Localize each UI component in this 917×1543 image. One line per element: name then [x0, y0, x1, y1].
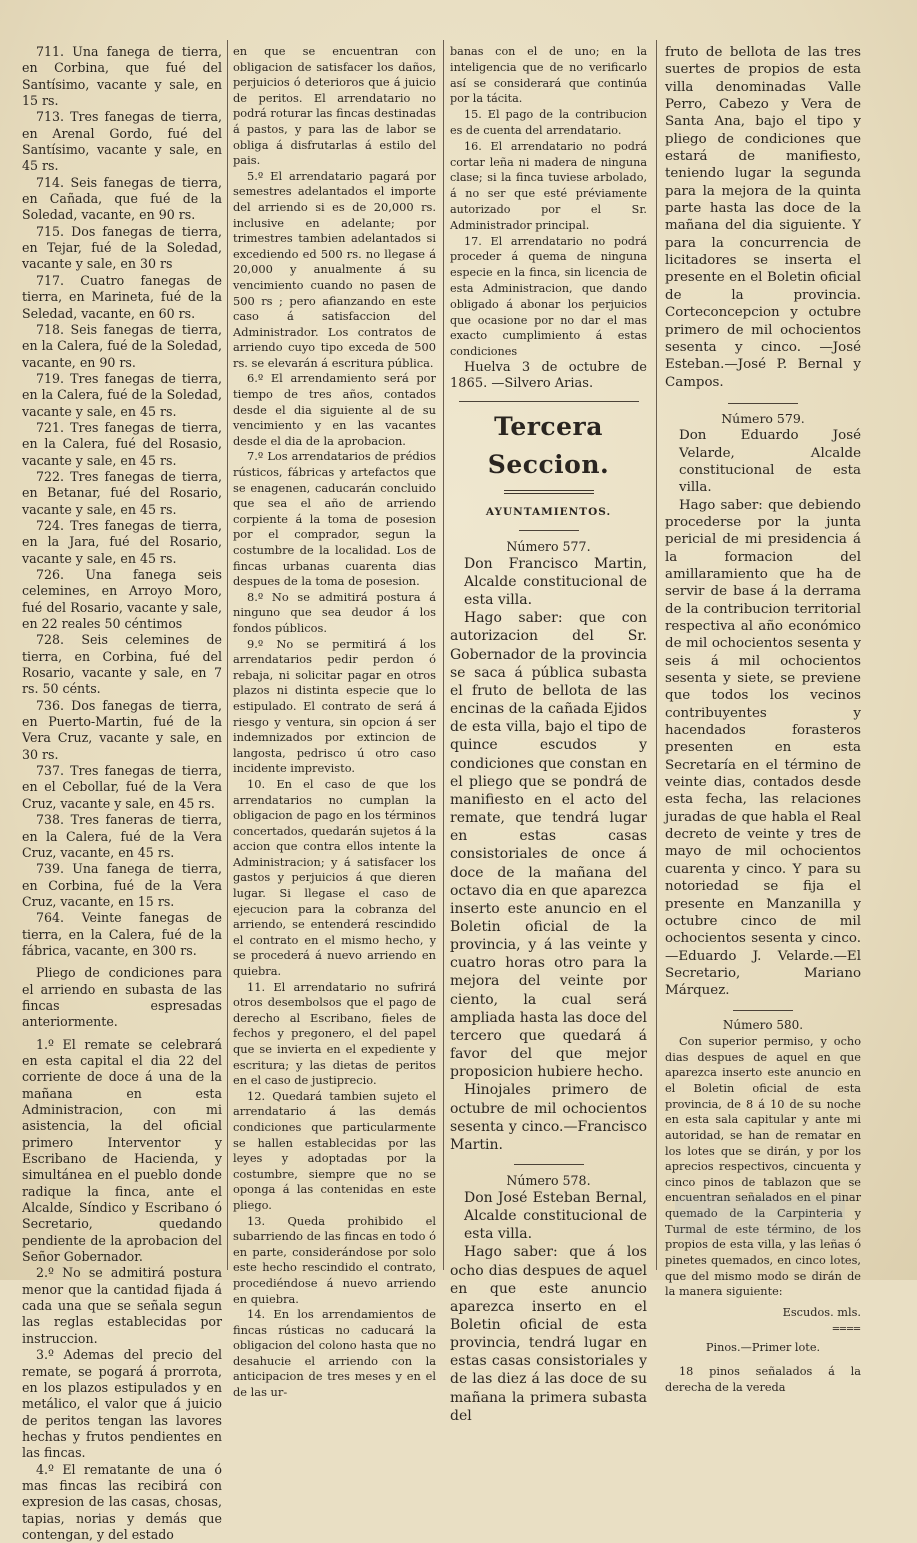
lot-entry: 728. Seis celemines de tierra, en Corbina, fué del Rosario, vacante y sale, en 7 rs. 50 cénts. [22, 632, 222, 697]
condition: 9.º No se permitirá á los arrendatarios pedir perdon ó rebaja, ni solicitar pagar en otros plazos ni distinta especie que lo estipulado. El contrato de será á riesgo y ventura, sin opcion á ser indemnizados por extincion de langosta, pedrisco ú otro caso incidente imprevisto. [233, 636, 436, 776]
notice-number: Número 579. [721, 410, 805, 426]
notice-number: Número 577. [506, 538, 591, 554]
column-1 [22, 44, 222, 1543]
lot-entry: 736. Dos fanegas de tierra, en Puerto-Martin, fué de la Vera Cruz, vacante y sale, en 30 rs. [22, 697, 222, 762]
column-2 [233, 44, 436, 1401]
notice-body: Hago saber: que con autorizacion del Sr. Gobernador de la provincia se saca á pública subasta el fruto de bellota de las encinas de la cañada Ejidos de esta villa, bajo el tipo de quince escudos y condiciones que constan en el pliego que se pondrá de manifiesto en el acto del remate, que tendrá lugar en estas casas consistoriales de once á doce de la mañana del octavo dia en que aparezca inserto este anuncio en el Boletin oficial de la provincia, y á las veinte y cuatro horas otro para la mejora del veinte por ciento, la cual será ampliada hasta las doce del tercero que quedará á favor del que mejor proposicion hubiere hecho. [450, 610, 647, 1081]
date-signature: Huelva 3 de octubre de 1865. —Silvero Arias. [450, 359, 647, 392]
condition: 10. En el caso de que los arrendatarios no cumplan la obligacion de pago en los términos concertados, quedarán sujetos á la accion que contra ellos intente la Administracion; y á satisfacer los gastos y perjuicios á que dieren lugar. Si llegase el caso de ejecucion para la cobranza del arriendo, se entenderá rescindido el contrato en el mismo hecho, y se procederá á nuevo arriendo en quiebra. [233, 776, 436, 979]
condition: 3.º Ademas del precio del remate, se pogará á prorrota, en los plazos estipulados y en metálico, el valor que á juicio de peritos tengan las lavores hechas y frutos pendientes en las fincas. [22, 1347, 222, 1461]
lot-entry: 713. Tres fanegas de tierra, en Arenal Gordo, fué del Santísimo, vacante y sale, en 45 rs. [22, 109, 222, 174]
lot-entry: 717. Cuatro fanegas de tierra, en Marineta, fué de la Seledad, vacante, en 60 rs. [22, 272, 222, 321]
notice-body: Hago saber: que debiendo procederse por la junta pericial de mi presidencia á la formacion del amillaramiento que ha de servir de base á la derrama de la contribucion territorial respectiva al año económico de mil ochocientos sesenta y seis á mil ochocientos sesenta y siete, se previene que todos los vecinos contribuyentes y hacendados forasteros presenten en esta Secretaría en el término de veinte dias, contados desde esta fecha, las relaciones juradas de que habla el Real decreto de veinte y tres de mayo de mil ochocientos cuarenta y cinco. Y para su notoriedad se fija el presente en Manzanilla y octubre cinco de mil ochocientos sesenta y cinco.—Eduardo J. Velarde.—El Secretario, Mariano Márquez. [665, 497, 861, 999]
condition: 5.º El arrendatario pagará por semestres adelantados el importe del arriendo si es de 20,000 rs. inclusive en adelante; por trimestres tambien adelantados si excediendo ed 500 rs. no llegase á 20,000 y anualmente á su vencimiento cuando no pasen de 500 rs ; pero afianzando en este caso á satisfaccion del Administrador. Los contratos de arriendo cuyo tipo exceda de 500 rs. se elevarán á escritura pública. [233, 168, 436, 370]
condition: 17. El arrendatario no podrá proceder á quema de ninguna especie en la finca, sin licencia de esta Administracion, que dando obligado á abonar los perjuicios que ocasione por no dar el mas exacto cumplimiento á estas condiciones [450, 234, 647, 359]
column-4 [665, 44, 861, 1395]
lot-entry: 722. Tres fanegas de tierra, en Betanar, fué del Rosario, vacante y sale, en 45 rs. [22, 468, 222, 517]
lot-entry: 715. Dos fanegas de tierra, en Tejar, fué de la Soledad, vacante y sale, en 30 rs [22, 223, 222, 272]
lot-entry: 718. Seis fanegas de tierra, en la Calera, fué de la Soledad, vacante, en 90 rs. [22, 321, 222, 370]
condition: 11. El arrendatario no sufrirá otros desembolsos que el pago de derecho al Escribano, fieles de fechos y pregonero, el del papel que se invierta en el expediente y escritura; y las dietas de peritos en el caso de justiprecio. [233, 979, 436, 1088]
lot-entry: 724. Tres fanegas de tierra, en la Jara, fué del Rosario, vacante y sale, en 45 rs. [22, 517, 222, 566]
section-subtitle: AYUNTAMIENTOS. [485, 505, 612, 518]
pliego-title: Pliego de condiciones para el arriendo en subasta de las fincas espresadas anteriormente. [22, 965, 222, 1030]
notice-body: fruto de bellota de las tres suertes de propios de esta villa denominadas Valle Perro, Cabezo y Vera de Santa Ana, bajo el tipo y pliego de condiciones que estará de manifiesto, teniendo lugar la segunda para la mejora de la quinta parte hasta las doce de la mañana del dia siguiente. Y para la concurrencia de licitadores se inserta el presente en el Boletin oficial de la provincia. Corteconcepcion y octubre primero de mil ochocientos sesenta y cinco. —José Esteban.—José P. Bernal y Campos. [665, 45, 861, 390]
column-rule [656, 40, 657, 1270]
lot-entry: 739. Una fanega de tierra, en Corbina, fué de la Vera Cruz, vacante, en 15 rs. [22, 861, 222, 909]
column-rule [227, 40, 228, 1270]
notice-body: Con superior permiso, y ocho dias despues de aquel en que aparezca inserto este anuncio en el Boletin oficial de esta provincia, de 8 á 10 de su noche en esta sala capitular y ante mi autoridad, se han de rematar en los lotes que se dirán, y por los aprecios respectivos, cincuenta y cinco pinos de tablazon que se encuentran señalados en el pinar quemado de la Carpinteria y Turmal de este término, de los propios de esta villa, y las leñas ó pinetes quemados, en cinco lotes, que del mismo modo se dirán de la manera siguiente: [665, 1034, 861, 1299]
lot-entry: 737. Tres fanegas de tierra, en el Cebollar, fué de la Vera Cruz, vacante y sale, en 45 rs. [22, 763, 222, 811]
column-rule [443, 40, 444, 1270]
condition: 8.º No se admitirá postura á ninguno que sea deudor á los fondos públicos. [233, 589, 436, 635]
divider [733, 1010, 793, 1011]
notice-body: Hago saber: que á los ocho dias despues de aquel en que este anuncio aparezca inserto en el Boletin oficial de esta provincia, tendrá lugar en estas casas consistoriales y de las diez á las doce de su mañana la primera subasta del [450, 1244, 647, 1424]
condition: 14. En los arrendamientos de fincas rústicas no caducará la obligacion del colono hasta que no desahucie el arriendo con la anticipacion de tres meses y en el de las ur- [233, 1307, 436, 1400]
lot-entry: 721. Tres fanegas de tierra, en la Calera, fué del Rosasio, vacante y sale, en 45 rs. [22, 419, 222, 468]
condition: 16. El arrendatario no podrá cortar leña ni madera de ninguna clase; si la finca tuviese arbolado, á no ser que esté préviamente autorizado por el Sr. Administrador principal. [450, 139, 647, 232]
lot-entry: 714. Seis fanegas de tierra, en Cañada, que fué de la Soledad, vacante, en 90 rs. [22, 174, 222, 223]
notice-number: Número 580. [722, 1017, 804, 1032]
condition: 2.º No se admitirá postura menor que la cantidad fijada á cada una que se señala segun las reglas establecidas por instruccion. [22, 1265, 222, 1346]
lot-entry: 726. Una fanega seis celemines, en Arroyo Moro, fué del Rosario, vacante y sale, en 22 reales 50 céntimos [22, 567, 222, 632]
notice-number: Número 578. [506, 1173, 591, 1188]
condition: 1.º El remate se celebrará en esta capital el dia 22 del corriente de doce á una de la mañana en esta Administracion, con mi asistencia, la del oficial primero Interventor y Escribano de Hacienda, y simultánea en el pueblo donde radique la finca, ante el Alcalde, Síndico y Escribano ó Secretario, quedando pendiente de la aprobacion del Señor Gobernador. [22, 1036, 222, 1265]
notice-heading: Don Francisco Martin, Alcalde constitucional de esta villa. [464, 556, 647, 609]
condition: 12. Quedará tambien sujeto el arrendatario á las demás condiciones que particularmente se hallen establecidas por las leyes y adoptadas por la costumbre, siempre que no se oponga á las contenidas en este pliego. [233, 1088, 436, 1212]
ornament-rule: ════ [832, 1324, 861, 1336]
library-stamp [675, 1196, 845, 1240]
lot-entry: 719. Tres fanegas de tierra, en la Calera, fué de la Soledad, vacante y sale, en 45 rs. [22, 370, 222, 419]
lot-heading: Pinos.—Primer lote. [705, 1340, 821, 1354]
lot-entry: 18 pinos señalados á la derecha de la vereda [665, 1365, 861, 1394]
section-title: Tercera Seccion. [487, 411, 610, 479]
condition: 15. El pago de la contribucion es de cuenta del arrendatario. [450, 108, 647, 137]
divider [514, 1164, 584, 1165]
lot-entry: 764. Veinte fanegas de tierra, en la Calera, fué de la fábrica, vacante, en 300 rs. [22, 910, 222, 958]
divider [728, 403, 798, 404]
ornament-rule [504, 490, 594, 494]
lot-entry: 738. Tres faneras de tierra, en la Calera, fué de la Vera Cruz, vacante, en 45 rs. [22, 812, 222, 860]
notice-closing: Hinojales primero de octubre de mil ochocientos sesenta y cinco.—Francisco Martin. [450, 1082, 647, 1153]
divider [459, 401, 639, 402]
divider [519, 530, 579, 531]
notice-heading: Don José Esteban Bernal, Alcalde constitucional de esta villa. [464, 1190, 647, 1243]
column-3 [450, 44, 647, 1425]
condition: 6.º El arrendamiento será por tiempo de tres años, contados desde el dia siguiente al de su vencimiento y en las vacantes desde el dia de la aprobacion. [233, 371, 436, 448]
condition: banas con el de uno; en la inteligencia que de no verificarlo así se considerará que continúa por la tácita. [450, 45, 647, 106]
notice-heading: Don Eduardo José Velarde, Alcalde constitucional de esta villa. [679, 428, 861, 496]
table-header: Escudos. mls. [782, 1306, 861, 1320]
condition: 4.º El rematante de una ó mas fincas las recibirá con expresion de las casas, chosas, tapias, norias y demás que contengan, y del estado [22, 1461, 222, 1542]
condition: en que se encuentran con obligacion de satisfacer los daños, perjuicios ó deterioros que á juicio de peritos. El arrendatario no podrá roturar las fincas destinadas á pastos, y para las de labor se obliga á disfrutarlas á estilo del pais. [233, 44, 436, 168]
lot-entry: 711. Una fanega de tierra, en Corbina, que fué del Santísimo, vacante y sale, en 15 rs. [22, 44, 222, 109]
condition: 7.º Los arrendatarios de prédios rústicos, fábricas y artefactos que se enagenen, caducarán concluido que sea el año de arriendo corpiente á la toma de posesion por el comprador, segun la costumbre de la localidad. Los de fincas urbanas cuarenta dias despues de la toma de posesion. [233, 449, 436, 589]
condition: 13. Queda prohibido el subarriendo de las fincas en todo ó en parte, considerándose por solo este hecho rescindido el contrato, procediéndose á nuevo arriendo en quiebra. [233, 1213, 436, 1306]
